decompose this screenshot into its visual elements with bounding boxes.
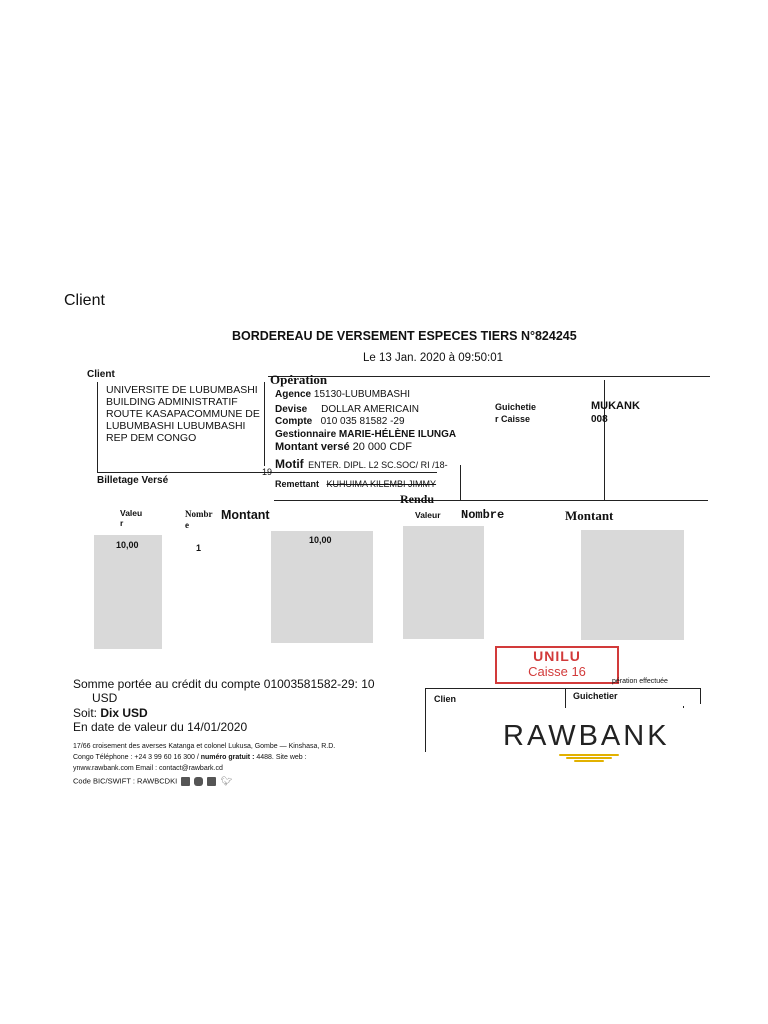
agence-value: 15130-LUBUMBASHI (313, 389, 411, 400)
billetage-valeur: 10,00 (116, 540, 139, 550)
montant-value: 20 000 CDF (352, 441, 412, 453)
guichetier-value-line2: 008 (591, 414, 608, 425)
timestamp: Le 13 Jan. 2020 à 09:50:01 (363, 352, 504, 364)
footer-phone (73, 754, 307, 761)
client-address-line: REP DEM CONGO (106, 432, 197, 444)
instagram-icon[interactable] (194, 777, 203, 786)
operation-bottom-rule (274, 500, 708, 501)
gestionnaire-row (275, 429, 456, 440)
footer-web-email: ynww.rawbank.com Email : contact@rawbark.cd (73, 765, 223, 772)
credit-line: Somme portée au crédit du compte 01003581582-29: 10 (73, 677, 375, 691)
unilu-stamp (495, 646, 619, 684)
client-address (106, 384, 260, 444)
top-rule (268, 376, 710, 377)
billetage-label: Billetage Versé (97, 475, 169, 486)
remettant-row (275, 479, 436, 489)
rendu-col-montant: Montant (565, 508, 614, 523)
signature-right-rule (700, 688, 701, 704)
section-label: Client (64, 292, 105, 309)
valeur-date: En date de valeur du 14/01/2020 (73, 720, 248, 734)
guichetier-value (591, 400, 640, 426)
motif-row (275, 455, 448, 473)
guichetier-value-line1: MUKANK (591, 400, 640, 412)
gestionnaire-label: Gestionnaire (275, 429, 337, 440)
motif-value: ENTER. DIPL. L2 SC.SOC/ RI /18- (308, 460, 448, 470)
footer-bic-row (73, 776, 232, 787)
footer-address: 17/66 croisement des averses Katanga et colonel Lukusa, Gombe — Kinshasa, R.D. (73, 743, 336, 750)
billetage-montant: 10,00 (309, 535, 332, 545)
compte-value: 010 035 81582 -29 (320, 416, 405, 427)
guichetier-label (495, 401, 536, 425)
rendu-label: Rendu (400, 492, 435, 506)
rendu-col-valeur: Valeur (415, 510, 441, 520)
rendu-col-nombre: Nombre (461, 508, 505, 522)
billetage-nombre: 1 (196, 543, 202, 553)
page-title: BORDEREAU DE VERSEMENT ESPECES TIERS N°824245 (232, 329, 577, 343)
billetage-valeur-cell (94, 535, 162, 649)
gestionnaire-value: MARIE-HÉLÈNE ILUNGA (338, 429, 457, 440)
rawbank-wordmark: RAWBANK (503, 720, 670, 752)
stamp-line2: Caisse 16 (528, 664, 586, 679)
stamp-line1: UNILU (533, 648, 581, 664)
billetage-col-valeur-1: Valeu (120, 508, 143, 518)
montant-row (275, 441, 412, 453)
footer-bic: Code BIC/SWIFT : RAWBCDKI (73, 776, 178, 786)
soit-row (73, 706, 148, 720)
client-address-line: BUILDING ADMINISTRATIF (106, 396, 238, 408)
operation-effectuee: pération effectuée (612, 678, 668, 685)
rawbank-wings-icon (559, 753, 619, 763)
agence-row (275, 389, 410, 400)
devise-value: DOLLAR AMERICAIN (321, 404, 419, 415)
billetage-col-nombre (185, 509, 213, 531)
guichet-vertical-rule (604, 380, 605, 500)
signature-left-rule (425, 688, 426, 752)
rendu-valeur-cell (403, 526, 484, 639)
motif-continuation: 19 (262, 467, 273, 477)
linkedin-icon[interactable] (207, 777, 216, 786)
signature-client: Clien (434, 694, 457, 704)
remettant-value: KUHUIMA KILEMBI JIMMY (326, 479, 437, 489)
client-address-line: ROUTE KASAPACOMMUNE DE (106, 408, 260, 420)
client-label: Client (87, 369, 115, 380)
remettant-rule (460, 465, 461, 500)
footer-phone-free: numéro gratuit : (200, 754, 255, 761)
rawbank-logo (493, 708, 709, 770)
footer-phone-prefix: Congo Téléphone : +24 3 99 60 16 300 / (73, 754, 201, 761)
compte-row (275, 416, 405, 427)
billetage-col-nombre-2: e (185, 520, 189, 530)
footer-phone-suffix: 4488. Site web : (254, 754, 307, 761)
signature-top-rule (425, 688, 701, 689)
client-address-line: LUBUMBASHI LUBUMBASHI (106, 420, 246, 432)
client-vertical-rule (97, 382, 98, 472)
soit-label: Soit: (73, 706, 98, 720)
guichetier-label-line1: Guichetie (495, 402, 537, 412)
billetage-montant-cell (271, 531, 373, 643)
twitter-icon[interactable]: 🐦︎ (220, 776, 232, 786)
motif-label: Motif (275, 457, 304, 471)
client-address-line: UNIVERSITE DE LUBUMBASHI (106, 384, 258, 396)
agence-label: Agence (275, 389, 312, 400)
operation-label: Opération (270, 372, 328, 387)
devise-row (275, 404, 419, 415)
remettant-label: Remettant (275, 479, 320, 489)
billetage-col-montant: Montant (221, 508, 270, 522)
billetage-col-nombre-1: Nombr (185, 509, 213, 519)
devise-label: Devise (275, 404, 308, 415)
rendu-montant-cell (581, 530, 684, 640)
guichetier-label-line2: r Caisse (495, 414, 531, 424)
signature-guichetier: Guichetier (573, 691, 618, 701)
facebook-icon[interactable] (181, 777, 190, 786)
billetage-col-valeur-2: r (120, 518, 124, 528)
soit-value: Dix USD (100, 706, 148, 720)
montant-label: Montant versé (275, 441, 350, 453)
credit-line-currency: USD (92, 691, 118, 705)
billetage-col-valeur (120, 508, 142, 528)
client-right-rule (264, 382, 265, 466)
compte-label: Compte (275, 416, 313, 427)
